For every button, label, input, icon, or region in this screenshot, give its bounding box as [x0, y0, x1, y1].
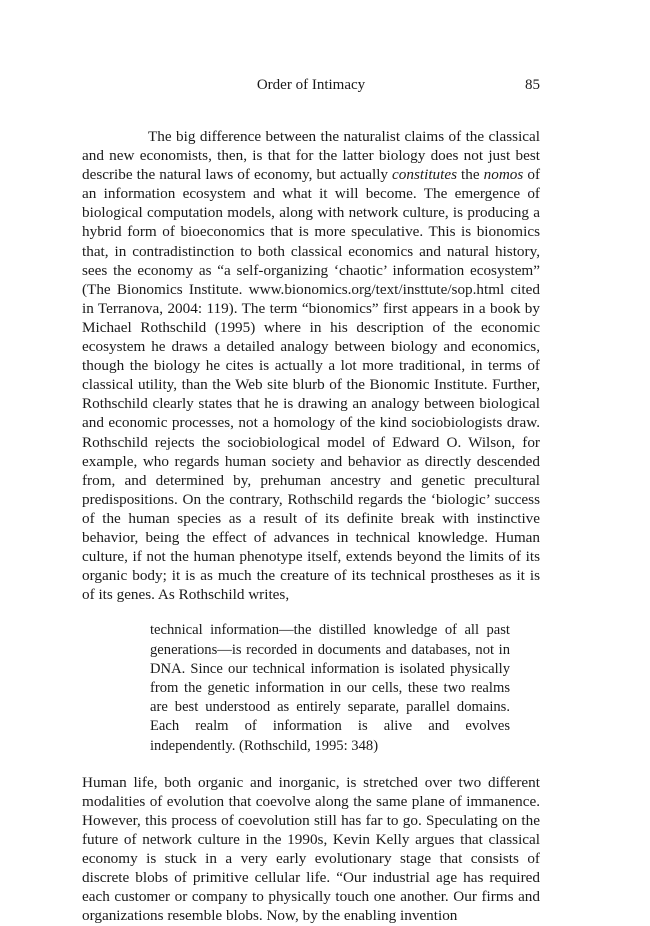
emphasis-constitutes: constitutes — [392, 166, 458, 184]
page-number: 85 — [525, 77, 540, 93]
block-quote — [150, 621, 510, 755]
body-text — [82, 127, 540, 926]
emphasis-nomos: nomos — [483, 166, 524, 184]
paragraph-1-text: the — [457, 166, 484, 184]
paragraph-1-text: The big difference between the naturalist claims of the classical and new economists, then, is that for the latter biology does not just best describe the natural laws of economy, but actually — [82, 128, 540, 184]
block-quote-text: technical information—the distilled knowledge of all past generations—is recorded in documents and databases, not in DNA. Since our technical information is isolated physically from the genetic information in our cells, these two realms are best understood as entirely separate, parallel domains. Each realm of information is alive and evolves independently. (Rothschild, 1995: 348) — [150, 622, 510, 754]
paragraph-1-text: of an information ecosystem and what it will become. The emergence of biological computation models, along with network culture, is producing a hybrid form of bioeconomics that is more speculative. This is bionomics that, in contradistinction to both classical economics and natural history, sees the economy as “a self-organizing ‘chaotic’ information ecosystem” (The Bionomics Institute. www.bionomics.org/text/insttute/sop.html cited in Terranova, 2004: 119). The term “bionomics” first appears in a book by Michael Rothschild (1995) where in his description of the economic ecosystem he draws a detailed analogy between biology and economics, though the biology he cites is actually a lot more traditional, in terms of classical utility, than the Web site blurb of the Bionomic Institute. Further, Rothschild clearly states that he is drawing an analogy between biological and economic processes, not a homology of the kind sociobiologists draw. Rothschild rejects the sociobiological model of Edward O. Wilson, for example, who regards human society and behavior as directly descended from, and determined by, prehuman ancestry and genetic precultural predispositions. On the contrary, Rothschild regards the ‘biologic’ success of the human species as a result of its definite break with instinctive behavior, being the effect of advances in technical knowledge. Human culture, if not the human phenotype itself, extends beyond the limits of its organic body; it is as much the creature of its technical prostheses as it is of its genes. As Rothschild writes, — [82, 166, 540, 604]
running-title: Order of Intimacy — [256, 77, 366, 93]
running-head — [82, 77, 540, 97]
paragraph-1 — [82, 127, 540, 604]
paragraph-2: Human life, both organic and inorganic, is stretched over two different modalities of evolution that coevolve along the same plane of immanence. However, this process of coevolution still has far to go. Speculating on the future of network culture in the 1990s, Kevin Kelly argues that classical economy is stuck in a very early evolutionary stage that consists of discrete blobs of primitive cellular life. “Our industrial age has required each customer or company to physically touch one another. Our firms and organizations resemble blobs. Now, by the enabling invention — [82, 773, 540, 925]
